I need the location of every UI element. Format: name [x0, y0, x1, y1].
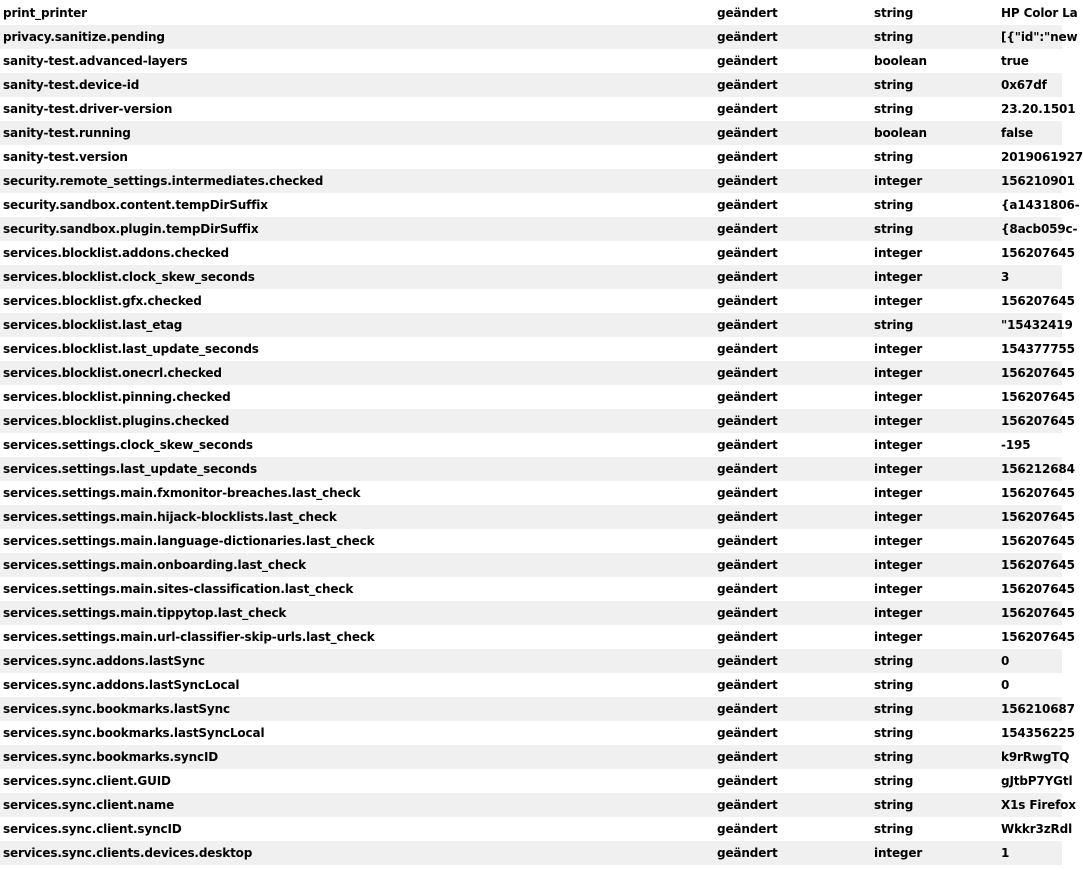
- pref-row[interactable]: [0, 313, 1073, 337]
- pref-value: Wkkr3zRdl: [1001, 822, 1073, 836]
- pref-value: [{"id":"new: [1001, 30, 1078, 44]
- pref-row[interactable]: [0, 601, 1075, 625]
- pref-value: {a1431806-: [1001, 198, 1080, 212]
- pref-name: services.settings.main.fxmonitor-breaches.last_check: [3, 486, 361, 500]
- pref-name: services.blocklist.last_update_seconds: [3, 342, 259, 356]
- pref-type: integer: [874, 438, 923, 452]
- pref-row[interactable]: [0, 577, 1075, 601]
- pref-row[interactable]: [0, 745, 1070, 769]
- pref-status: geändert: [717, 246, 778, 260]
- pref-type: string: [874, 198, 914, 212]
- pref-row[interactable]: [0, 73, 1062, 97]
- pref-status: geändert: [717, 510, 778, 524]
- pref-row[interactable]: [0, 649, 1062, 673]
- pref-type: integer: [874, 534, 923, 548]
- pref-status: geändert: [717, 774, 778, 788]
- pref-row[interactable]: [0, 25, 1078, 49]
- pref-value: 156207645: [1001, 630, 1075, 644]
- pref-status: geändert: [717, 654, 778, 668]
- pref-name: sanity-test.running: [3, 126, 131, 140]
- pref-status: geändert: [717, 726, 778, 740]
- pref-status: geändert: [717, 318, 778, 332]
- pref-status: geändert: [717, 558, 778, 572]
- pref-name: services.settings.main.onboarding.last_check: [3, 558, 307, 572]
- preferences-table: [0, 1, 1083, 865]
- pref-row[interactable]: [0, 481, 1075, 505]
- pref-status: geändert: [717, 414, 778, 428]
- pref-status: geändert: [717, 198, 778, 212]
- pref-value: true: [1001, 54, 1029, 68]
- pref-name: sanity-test.version: [3, 150, 128, 164]
- pref-row[interactable]: [0, 49, 1062, 73]
- pref-row[interactable]: [0, 433, 1062, 457]
- pref-type: integer: [874, 174, 923, 188]
- pref-name: services.settings.main.hijack-blocklists.last_check: [3, 510, 337, 524]
- pref-type: string: [874, 678, 914, 692]
- pref-name: services.sync.bookmarks.lastSyncLocal: [3, 726, 265, 740]
- pref-name: security.sandbox.content.tempDirSuffix: [3, 198, 268, 212]
- pref-status: geändert: [717, 750, 778, 764]
- pref-value: 2019061927: [1001, 150, 1083, 164]
- pref-row[interactable]: [0, 169, 1075, 193]
- pref-name: services.blocklist.gfx.checked: [3, 294, 202, 308]
- pref-name: print_printer: [3, 6, 87, 20]
- pref-type: string: [874, 750, 914, 764]
- pref-type: integer: [874, 606, 923, 620]
- pref-type: string: [874, 726, 914, 740]
- pref-type: string: [874, 222, 914, 236]
- pref-type: integer: [874, 582, 923, 596]
- pref-value: HP Color La: [1001, 6, 1078, 20]
- pref-name: services.settings.main.sites-classification.last_check: [3, 582, 354, 596]
- pref-value: 156207645: [1001, 390, 1075, 404]
- pref-name: services.settings.clock_skew_seconds: [3, 438, 253, 452]
- pref-row[interactable]: [0, 265, 1062, 289]
- pref-type: string: [874, 654, 914, 668]
- pref-row[interactable]: [0, 529, 1075, 553]
- pref-value: 156207645: [1001, 510, 1075, 524]
- pref-value: 0: [1001, 654, 1010, 668]
- pref-status: geändert: [717, 342, 778, 356]
- pref-name: services.settings.last_update_seconds: [3, 462, 257, 476]
- pref-row[interactable]: [0, 457, 1075, 481]
- pref-value: 156207645: [1001, 534, 1075, 548]
- pref-name: privacy.sanitize.pending: [3, 30, 165, 44]
- pref-name: services.blocklist.clock_skew_seconds: [3, 270, 255, 284]
- pref-type: integer: [874, 366, 923, 380]
- pref-status: geändert: [717, 54, 778, 68]
- pref-value: k9rRwgTQ: [1001, 750, 1070, 764]
- pref-status: geändert: [717, 390, 778, 404]
- pref-row[interactable]: [0, 769, 1073, 793]
- pref-name: services.sync.client.syncID: [3, 822, 182, 836]
- pref-type: integer: [874, 558, 923, 572]
- pref-row[interactable]: [0, 817, 1073, 841]
- pref-name: services.blocklist.pinning.checked: [3, 390, 231, 404]
- pref-type: integer: [874, 270, 923, 284]
- pref-row[interactable]: [0, 241, 1075, 265]
- pref-value: 156207645: [1001, 486, 1075, 500]
- pref-type: string: [874, 78, 914, 92]
- pref-name: services.sync.bookmarks.lastSync: [3, 702, 230, 716]
- pref-row[interactable]: [0, 385, 1075, 409]
- pref-name: services.sync.clients.devices.desktop: [3, 846, 253, 860]
- pref-status: geändert: [717, 6, 778, 20]
- pref-value: 1: [1001, 846, 1010, 860]
- pref-type: string: [874, 102, 914, 116]
- pref-row[interactable]: [0, 217, 1078, 241]
- pref-name: services.sync.bookmarks.syncID: [3, 750, 219, 764]
- pref-value: 156207645: [1001, 414, 1075, 428]
- pref-type: integer: [874, 246, 923, 260]
- pref-row[interactable]: [0, 505, 1075, 529]
- pref-row[interactable]: [0, 697, 1075, 721]
- pref-type: string: [874, 150, 914, 164]
- pref-status: geändert: [717, 102, 778, 116]
- pref-value: 156207645: [1001, 294, 1075, 308]
- pref-name: services.sync.addons.lastSyncLocal: [3, 678, 240, 692]
- pref-type: integer: [874, 486, 923, 500]
- pref-value: 0x67df: [1001, 78, 1047, 92]
- pref-status: geändert: [717, 30, 778, 44]
- pref-type: string: [874, 822, 914, 836]
- pref-status: geändert: [717, 582, 778, 596]
- pref-row[interactable]: [0, 673, 1062, 697]
- pref-row[interactable]: [0, 97, 1076, 121]
- pref-type: integer: [874, 510, 923, 524]
- pref-row[interactable]: [0, 841, 1062, 865]
- pref-status: geändert: [717, 798, 778, 812]
- pref-type: boolean: [874, 126, 927, 140]
- pref-status: geändert: [717, 534, 778, 548]
- pref-type: string: [874, 798, 914, 812]
- pref-status: geändert: [717, 78, 778, 92]
- pref-status: geändert: [717, 270, 778, 284]
- pref-row[interactable]: [0, 193, 1080, 217]
- pref-value: X1s Firefox: [1001, 798, 1076, 812]
- pref-name: services.sync.client.GUID: [3, 774, 171, 788]
- pref-row[interactable]: [0, 793, 1076, 817]
- pref-value: 0: [1001, 678, 1010, 692]
- pref-type: string: [874, 774, 914, 788]
- pref-value: 3: [1001, 270, 1010, 284]
- pref-status: geändert: [717, 294, 778, 308]
- pref-name: services.blocklist.plugins.checked: [3, 414, 230, 428]
- pref-value: 156212684: [1001, 462, 1075, 476]
- pref-status: geändert: [717, 126, 778, 140]
- pref-row[interactable]: [0, 121, 1062, 145]
- pref-value: 23.20.1501: [1001, 102, 1076, 116]
- pref-status: geändert: [717, 366, 778, 380]
- pref-name: sanity-test.advanced-layers: [3, 54, 188, 68]
- pref-row[interactable]: [0, 145, 1083, 169]
- pref-type: integer: [874, 414, 923, 428]
- pref-status: geändert: [717, 822, 778, 836]
- pref-name: services.sync.addons.lastSync: [3, 654, 205, 668]
- pref-name: services.blocklist.addons.checked: [3, 246, 229, 260]
- pref-type: integer: [874, 846, 923, 860]
- pref-row[interactable]: [0, 289, 1075, 313]
- pref-status: geändert: [717, 462, 778, 476]
- pref-status: geändert: [717, 174, 778, 188]
- pref-row[interactable]: [0, 361, 1075, 385]
- pref-name: services.blocklist.last_etag: [3, 318, 183, 332]
- pref-row[interactable]: [0, 409, 1075, 433]
- pref-status: geändert: [717, 222, 778, 236]
- pref-value: {8acb059c-: [1001, 222, 1078, 236]
- pref-name: services.sync.client.name: [3, 798, 175, 812]
- pref-name: services.settings.main.language-dictionaries.last_check: [3, 534, 375, 548]
- pref-value: 156207645: [1001, 246, 1075, 260]
- pref-value: 156207645: [1001, 582, 1075, 596]
- pref-status: geändert: [717, 438, 778, 452]
- pref-value: 156210687: [1001, 702, 1075, 716]
- pref-value: -195: [1001, 438, 1031, 452]
- pref-type: integer: [874, 342, 923, 356]
- pref-value: 154356225: [1001, 726, 1075, 740]
- pref-row[interactable]: [0, 553, 1075, 577]
- pref-row[interactable]: [0, 625, 1075, 649]
- pref-value: 156207645: [1001, 606, 1075, 620]
- pref-row[interactable]: [0, 1, 1078, 25]
- pref-type: string: [874, 30, 914, 44]
- pref-row[interactable]: [0, 337, 1075, 361]
- pref-value: 156210901: [1001, 174, 1075, 188]
- pref-name: security.sandbox.plugin.tempDirSuffix: [3, 222, 259, 236]
- pref-status: geändert: [717, 846, 778, 860]
- pref-type: string: [874, 6, 914, 20]
- pref-status: geändert: [717, 678, 778, 692]
- pref-type: integer: [874, 390, 923, 404]
- pref-value: false: [1001, 126, 1033, 140]
- pref-type: string: [874, 318, 914, 332]
- pref-status: geändert: [717, 150, 778, 164]
- pref-name: sanity-test.driver-version: [3, 102, 173, 116]
- pref-name: sanity-test.device-id: [3, 78, 140, 92]
- pref-value: "15432419: [1001, 318, 1073, 332]
- pref-value: gJtbP7YGtl: [1001, 774, 1073, 788]
- pref-name: security.remote_settings.intermediates.checked: [3, 174, 324, 188]
- pref-name: services.settings.main.url-classifier-skip-urls.last_check: [3, 630, 375, 644]
- pref-value: 156207645: [1001, 558, 1075, 572]
- pref-type: integer: [874, 294, 923, 308]
- pref-name: services.settings.main.tippytop.last_check: [3, 606, 287, 620]
- pref-type: boolean: [874, 54, 927, 68]
- pref-type: integer: [874, 630, 923, 644]
- pref-type: integer: [874, 462, 923, 476]
- pref-status: geändert: [717, 702, 778, 716]
- pref-row[interactable]: [0, 721, 1075, 745]
- pref-status: geändert: [717, 606, 778, 620]
- pref-value: 156207645: [1001, 366, 1075, 380]
- pref-value: 154377755: [1001, 342, 1075, 356]
- pref-status: geändert: [717, 630, 778, 644]
- pref-type: string: [874, 702, 914, 716]
- pref-status: geändert: [717, 486, 778, 500]
- pref-name: services.blocklist.onecrl.checked: [3, 366, 222, 380]
